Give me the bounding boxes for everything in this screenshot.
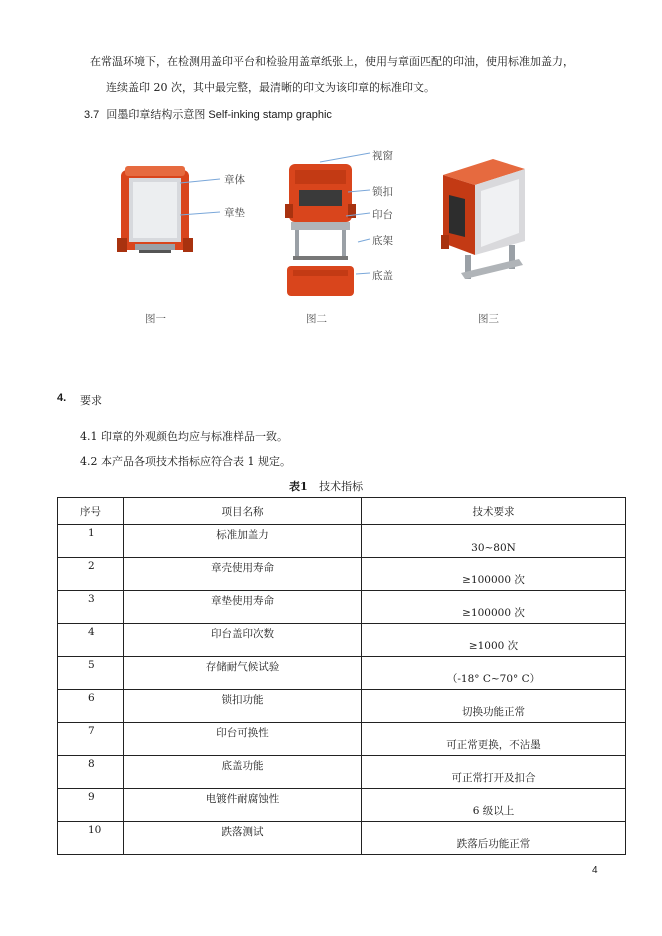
row-item: 锁扣功能 — [124, 690, 362, 723]
section-4-title: 要求 — [80, 394, 102, 407]
row-requirement: ≥100000 次 — [362, 558, 626, 591]
row-item: 跌落测试 — [124, 822, 362, 855]
figure-2-callouts — [318, 150, 378, 280]
figure-2-caption: 图二 — [306, 313, 327, 325]
section-3-7-title: 回墨印章结构示意图 Self-inking stamp graphic — [106, 109, 332, 121]
table-caption-number: 表1 — [289, 480, 308, 493]
row-no: 1 — [58, 525, 124, 558]
row-no: 5 — [58, 657, 124, 690]
row-no: 9 — [58, 789, 124, 822]
row-requirement: 30~80N — [362, 525, 626, 558]
row-requirement: 6 级以上 — [362, 789, 626, 822]
row-requirement: 可正常打开及扣合 — [362, 756, 626, 789]
table-row — [58, 657, 626, 690]
row-item: 电镀件耐腐蚀性 — [124, 789, 362, 822]
row-no: 10 — [58, 822, 124, 855]
fig2-label-base-cover: 底盖 — [372, 270, 393, 282]
row-item: 标准加盖力 — [124, 525, 362, 558]
row-no: 6 — [58, 690, 124, 723]
table-row — [58, 756, 626, 789]
row-item: 存储耐气候试验 — [124, 657, 362, 690]
figure-3-caption: 图三 — [478, 313, 499, 325]
fig2-label-lock: 锁扣 — [372, 186, 393, 198]
row-no: 3 — [58, 591, 124, 624]
row-requirement: ≥1000 次 — [362, 624, 626, 657]
header-item: 项目名称 — [124, 498, 362, 525]
table-caption-title: 技术指标 — [319, 480, 364, 493]
figure-3-image — [435, 155, 530, 285]
fig1-label-body: 章体 — [224, 174, 245, 186]
figure-1-caption: 图一 — [145, 313, 166, 325]
fig2-label-frame: 底架 — [372, 235, 393, 247]
fig2-label-ink-pad: 印台 — [372, 209, 393, 221]
table-row — [58, 591, 626, 624]
section-3-7-heading — [84, 106, 332, 122]
row-item: 印台盖印次数 — [124, 624, 362, 657]
row-item: 印台可换性 — [124, 723, 362, 756]
header-no: 序号 — [58, 498, 124, 525]
row-requirement: （-18° C~70° C） — [362, 657, 626, 690]
table-row — [58, 690, 626, 723]
section-3-7-number: 3.7 — [84, 109, 100, 121]
paragraph-line-1: 在常温环境下，在检测用盖印平台和检验用盖章纸张上，使用与章面匹配的印油，使用标准加盖力， — [90, 55, 574, 68]
page-number: 4 — [592, 865, 598, 876]
row-no: 4 — [58, 624, 124, 657]
row-requirement: 可正常更换，不沾墨 — [362, 723, 626, 756]
row-no: 2 — [58, 558, 124, 591]
fig2-label-window: 视窗 — [372, 150, 393, 162]
figure-1-callouts — [180, 175, 230, 220]
table-row — [58, 624, 626, 657]
row-requirement: 跌落后功能正常 — [362, 822, 626, 855]
row-requirement: ≥100000 次 — [362, 591, 626, 624]
row-item: 底盖功能 — [124, 756, 362, 789]
row-no: 7 — [58, 723, 124, 756]
row-requirement: 切换功能正常 — [362, 690, 626, 723]
fig1-label-pad: 章垫 — [224, 207, 245, 219]
table-row — [58, 822, 626, 855]
table-header-row — [58, 498, 626, 525]
table-row — [58, 525, 626, 558]
table-row — [58, 558, 626, 591]
table-caption — [289, 478, 363, 494]
row-item: 章垫使用寿命 — [124, 591, 362, 624]
table-row — [58, 723, 626, 756]
requirement-4-1: 4.1 印章的外观颜色均应与标准样品一致。 — [80, 430, 288, 443]
row-no: 8 — [58, 756, 124, 789]
requirement-4-2: 4.2 本产品各项技术指标应符合表 1 规定。 — [80, 455, 291, 468]
header-requirement: 技术要求 — [362, 498, 626, 525]
row-item: 章壳使用寿命 — [124, 558, 362, 591]
technical-spec-table — [57, 497, 626, 855]
table-row — [58, 789, 626, 822]
section-4-number: 4. — [57, 392, 67, 404]
paragraph-line-2: 连续盖印 20 次，其中最完整，最清晰的印文为该印章的标准印文。 — [106, 81, 435, 94]
